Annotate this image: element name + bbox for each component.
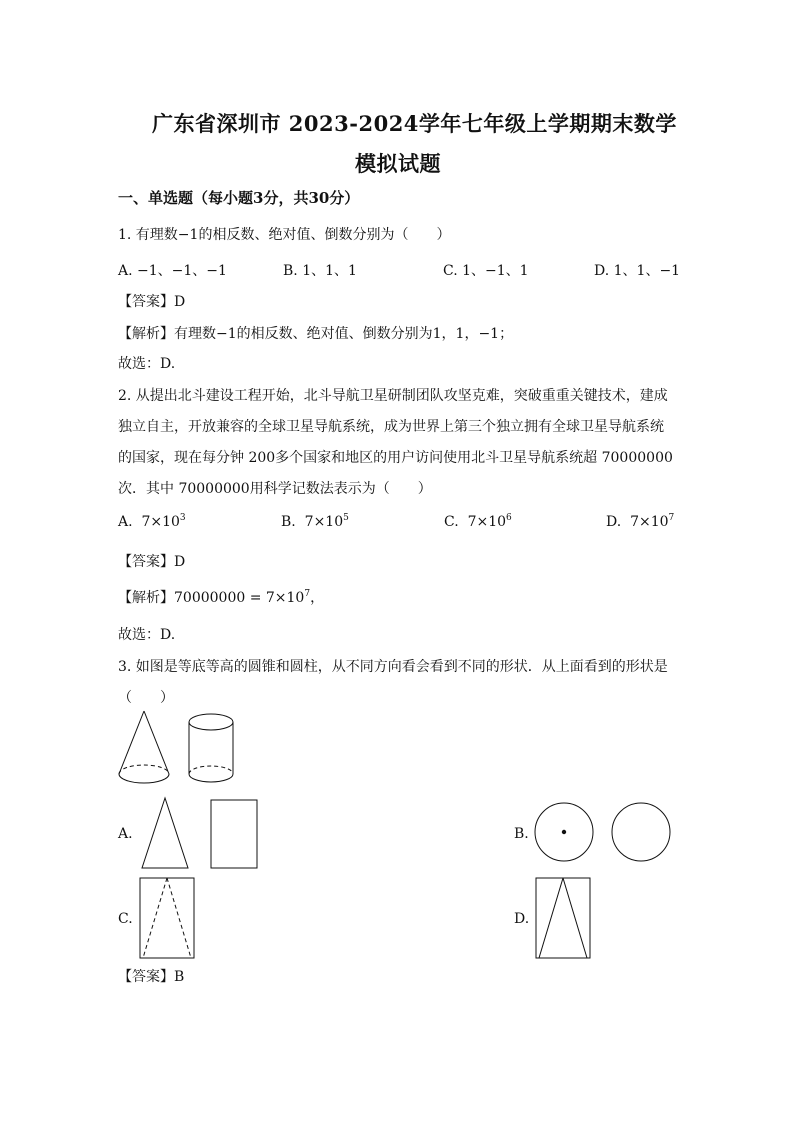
q2-stem-line3: 的国家，现在每分钟 200多个国家和地区的用户访问使用北斗卫星导航系统超 70000000: [118, 450, 673, 466]
q3-option-c-figure: [138, 876, 198, 960]
q1-option-d: D. 1、1、−1: [594, 263, 681, 279]
q3-option-d-figure: [534, 876, 594, 960]
q1-option-b: B. 1、1、1: [283, 263, 357, 279]
q3-stem-line2: （ ）: [118, 690, 174, 706]
q3-option-c-label: C.: [118, 911, 133, 927]
q2-stem-line1: 2. 从提出北斗建设工程开始，北斗导航卫星研制团队攻坚克难，突破重重关键技术，建成: [118, 388, 668, 404]
q3-option-d-label: D.: [514, 911, 530, 927]
dashed-line-left: [143, 878, 167, 958]
solid-line-right: [563, 878, 587, 958]
cone-shape: [119, 711, 169, 783]
q1-answer: 【答案】D: [118, 294, 186, 310]
q2-analysis: 【解析】$70000000 = 7\times 10^7$，: [118, 589, 325, 606]
q1-analysis: 【解析】有理数−1的相反数、绝对值、倒数分别为1，1，−1；: [118, 326, 514, 342]
dashed-line-right: [167, 878, 191, 958]
q3-option-a-figure: [138, 796, 268, 870]
q1-option-c: C. 1、−1、1: [443, 263, 529, 279]
q2-option-d: D. $7\times 10^7$: [606, 513, 675, 530]
q2-option-b: B. $7\times 10^5$: [281, 513, 349, 530]
q2-conclusion: 故选：D.: [118, 627, 176, 643]
solid-line-left: [539, 878, 563, 958]
section-heading: 一、单选题（每小题3分，共30分）: [118, 189, 360, 207]
cone-cylinder-figure: [115, 708, 245, 793]
q3-option-b-label: B.: [514, 826, 529, 842]
page-title-line2: 模拟试题: [355, 151, 441, 176]
q1-stem: 1. 有理数−1的相反数、绝对值、倒数分别为（ ）: [118, 227, 451, 243]
rectangle-shape: [536, 878, 590, 958]
rectangle-shape: [211, 800, 257, 868]
center-dot: [562, 830, 566, 834]
rectangle-shape: [140, 878, 194, 958]
circle-shape: [612, 803, 670, 861]
q2-answer: 【答案】D: [118, 554, 186, 570]
q2-stem-line2: 独立自主，开放兼容的全球卫星导航系统，成为世界上第三个独立拥有全球卫星导航系统: [118, 419, 664, 435]
q2-stem-line4: 次．其中 70000000用科学记数法表示为（ ）: [118, 481, 432, 497]
q2-option-a: A. $7\times 10^3$: [118, 513, 186, 530]
q3-stem-line1: 3. 如图是等底等高的圆锥和圆柱，从不同方向看会看到不同的形状．从上面看到的形状是: [118, 659, 668, 675]
q1-option-a: A. −1、−1、−1: [118, 263, 227, 279]
q3-option-a-label: A.: [118, 826, 133, 842]
q1-conclusion: 故选：D.: [118, 356, 176, 372]
triangle-shape: [142, 798, 188, 868]
q2-option-c: C. $7\times 10^6$: [444, 513, 512, 530]
cylinder-shape: [189, 714, 233, 782]
q3-answer: 【答案】B: [118, 969, 185, 985]
page-title: 广东省深圳市 2023-2024学年七年级上学期期末数学: [152, 111, 677, 136]
q3-option-b-figure: [533, 801, 673, 865]
